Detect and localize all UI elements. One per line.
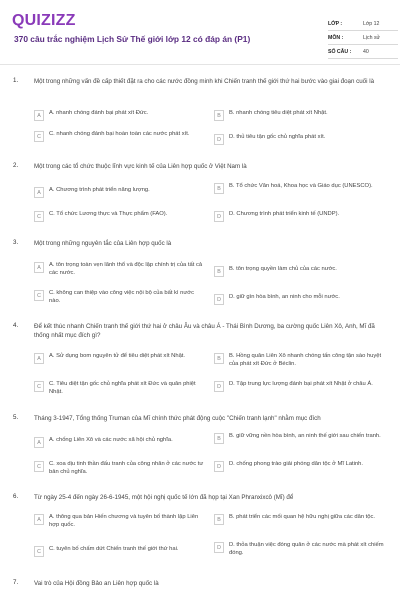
option-text: D. thủ tiêu tận gốc chủ nghĩa phát xít. [229, 134, 326, 140]
option-letter-box: C [34, 381, 44, 392]
meta-key: LỚP : [328, 20, 343, 27]
option-text: C. không can thiệp vào công việc nội bộ của bất kì nước nào. [49, 290, 194, 304]
question-text: Tháng 3-1947, Tổng thống Truman của Mĩ chính thức phát động cuộc "Chiến tranh lạnh" nhằm mục đích [34, 415, 321, 422]
question-text: Từ ngày 25-4 đến ngày 26-6-1945, một hội nghị quốc tế lớn đã họp tại Xan Phranxixcô (Mĩ) để [34, 494, 294, 501]
option-c[interactable] [34, 460, 206, 476]
meta-key: MÔN : [328, 34, 344, 41]
option-letter-box: B [214, 433, 224, 444]
option-letter-box: C [34, 290, 44, 301]
document-title: 370 câu trắc nghiệm Lịch Sử Thế giới lớp 12 có đáp án (P1) [14, 34, 251, 44]
option-letter-box: C [34, 211, 44, 222]
option-b[interactable] [214, 265, 386, 277]
option-letter-box: A [34, 187, 44, 198]
meta-table [328, 17, 398, 59]
option-text: C. Tiêu diệt tận gốc chủ nghĩa phát xít Đức và quân phiệt Nhật. [49, 381, 196, 395]
option-letter-box: C [34, 546, 44, 557]
meta-value: Lớp 12 [363, 20, 380, 27]
question-number: 6. [13, 493, 19, 500]
option-letter-box: D [214, 542, 224, 553]
question-text: Vai trò của Hội đồng Bảo an Liên hợp quốc là [34, 580, 159, 587]
option-letter-box: A [34, 437, 44, 448]
option-letter-box: A [34, 353, 44, 364]
question-number: 7. [13, 579, 19, 586]
option-letter-box: D [214, 381, 224, 392]
option-a[interactable] [34, 513, 206, 529]
option-letter-box: C [34, 461, 44, 472]
question-text: Một trong những vấn đề cấp thiết đặt ra cho các nước đồng minh khi Chiến tranh thế giới thứ hai bước vào giai đoạn cuối là [34, 78, 375, 85]
option-text: C. tuyên bố chấm dứt Chiến tranh thế giới thứ hai. [49, 546, 179, 552]
option-b[interactable] [214, 513, 386, 525]
option-letter-box: B [214, 110, 224, 121]
option-letter-box: D [214, 211, 224, 222]
meta-row-subject [328, 31, 398, 45]
option-text: A. chống Liên Xô và các nước xã hội chủ nghĩa. [49, 437, 173, 443]
option-letter-box: B [214, 183, 224, 194]
option-letter-box: A [34, 514, 44, 525]
option-letter-box: B [214, 514, 224, 525]
option-text: A. Chương trình phát triển năng lượng. [49, 187, 150, 193]
option-c[interactable] [34, 545, 206, 557]
document-header [0, 0, 400, 64]
option-letter-box: D [214, 294, 224, 305]
option-c[interactable] [34, 130, 206, 142]
option-text: B. nhanh chóng tiêu diệt phát xít Nhật. [229, 110, 328, 116]
question-text: Để kết thúc nhanh Chiến tranh thế giới thứ hai ở châu Âu và châu Á - Thái Bình Dương, ba cường quốc Liên Xô, Anh, Mĩ đã thống nhất mục đích gì? [34, 323, 375, 339]
option-text: C. Tổ chức Lương thực và Thực phẩm (FAO). [49, 211, 168, 217]
option-text: A. thông qua bản Hiến chương và tuyên bố thành lập Liên hợp quốc. [49, 514, 199, 528]
option-text: D. Tập trung lực lượng đánh bại phát xít Nhật ở châu Á. [229, 381, 373, 387]
option-d[interactable] [214, 293, 386, 305]
option-text: B. phát triển các mối quan hệ hữu nghị giữa các dân tộc. [229, 514, 376, 520]
option-letter-box: B [214, 353, 224, 364]
option-text: B. tôn trọng quyền làm chủ của các nước. [229, 266, 337, 272]
option-a[interactable] [34, 436, 206, 448]
option-text: C. nhanh chóng đánh bại hoàn toàn các nước phát xít. [49, 131, 190, 137]
option-b[interactable] [214, 109, 386, 121]
option-text: B. Tổ chức Văn hoá, Khoa học và Giáo dục (UNESCO). [229, 183, 373, 189]
option-text: B. giữ vững nền hòa bình, an ninh thế giới sau chiến tranh. [229, 433, 381, 439]
option-a[interactable] [34, 352, 206, 364]
meta-value: Lịch sử [363, 34, 381, 41]
option-b[interactable] [214, 352, 386, 368]
question-number: 4. [13, 322, 19, 329]
header-divider [0, 64, 400, 65]
option-c[interactable] [34, 289, 206, 305]
question-number: 1. [13, 77, 19, 84]
option-text: A. nhanh chóng đánh bại phát xít Đức. [49, 110, 149, 116]
option-a[interactable] [34, 109, 206, 121]
option-letter-box: D [214, 461, 224, 472]
meta-value: 40 [363, 48, 369, 55]
option-text: A. Sử dụng bom nguyên tử để tiêu diệt phát xít Nhật. [49, 353, 186, 359]
question-number: 3. [13, 239, 19, 246]
option-b[interactable] [214, 182, 386, 194]
option-b[interactable] [214, 432, 386, 444]
option-text: D. giữ gìn hòa bình, an ninh cho mỗi nước. [229, 294, 340, 300]
question-number: 2. [13, 162, 19, 169]
option-d[interactable] [214, 210, 386, 222]
question-number: 5. [13, 414, 19, 421]
meta-key: SỐ CÂU : [328, 48, 352, 55]
meta-row-grade [328, 17, 398, 31]
option-text: D. thỏa thuận việc đóng quân ở các nước mà phát xít chiếm đóng. [229, 542, 384, 556]
option-letter-box: C [34, 131, 44, 142]
option-d[interactable] [214, 460, 386, 472]
option-letter-box: A [34, 262, 44, 273]
meta-row-count [328, 45, 398, 59]
quizizz-logo: QUIZIZZ [12, 12, 76, 29]
option-d[interactable] [214, 133, 386, 145]
option-a[interactable] [34, 261, 206, 277]
option-text: C. xoa dịu tinh thần đấu tranh của công nhân ở các nước tư bản chủ nghĩa. [49, 461, 204, 475]
option-text: B. Hồng quân Liên Xô nhanh chóng tấn công tận sào huyệt của phát xít Đức ở Béclin. [229, 353, 382, 367]
option-letter-box: D [214, 134, 224, 145]
option-text: A. tôn trọng toàn vẹn lãnh thổ và độc lập chính trị của tất cả các nước. [49, 262, 203, 276]
option-a[interactable] [34, 186, 206, 198]
option-text: D. chống phong trào giải phóng dân tộc ở Mĩ Latinh. [229, 461, 363, 467]
option-d[interactable] [214, 380, 386, 392]
question-text: Một trong những nguyên tắc của Liên hợp quốc là [34, 240, 172, 247]
option-d[interactable] [214, 541, 386, 557]
option-c[interactable] [34, 380, 206, 396]
option-c[interactable] [34, 210, 206, 222]
option-letter-box: B [214, 266, 224, 277]
question-text: Một trong các tổ chức thuộc lĩnh vực kinh tế của Liên hợp quốc ở Việt Nam là [34, 163, 247, 170]
option-text: D. Chương trình phát triển kinh tế (UNDP). [229, 211, 340, 217]
option-letter-box: A [34, 110, 44, 121]
